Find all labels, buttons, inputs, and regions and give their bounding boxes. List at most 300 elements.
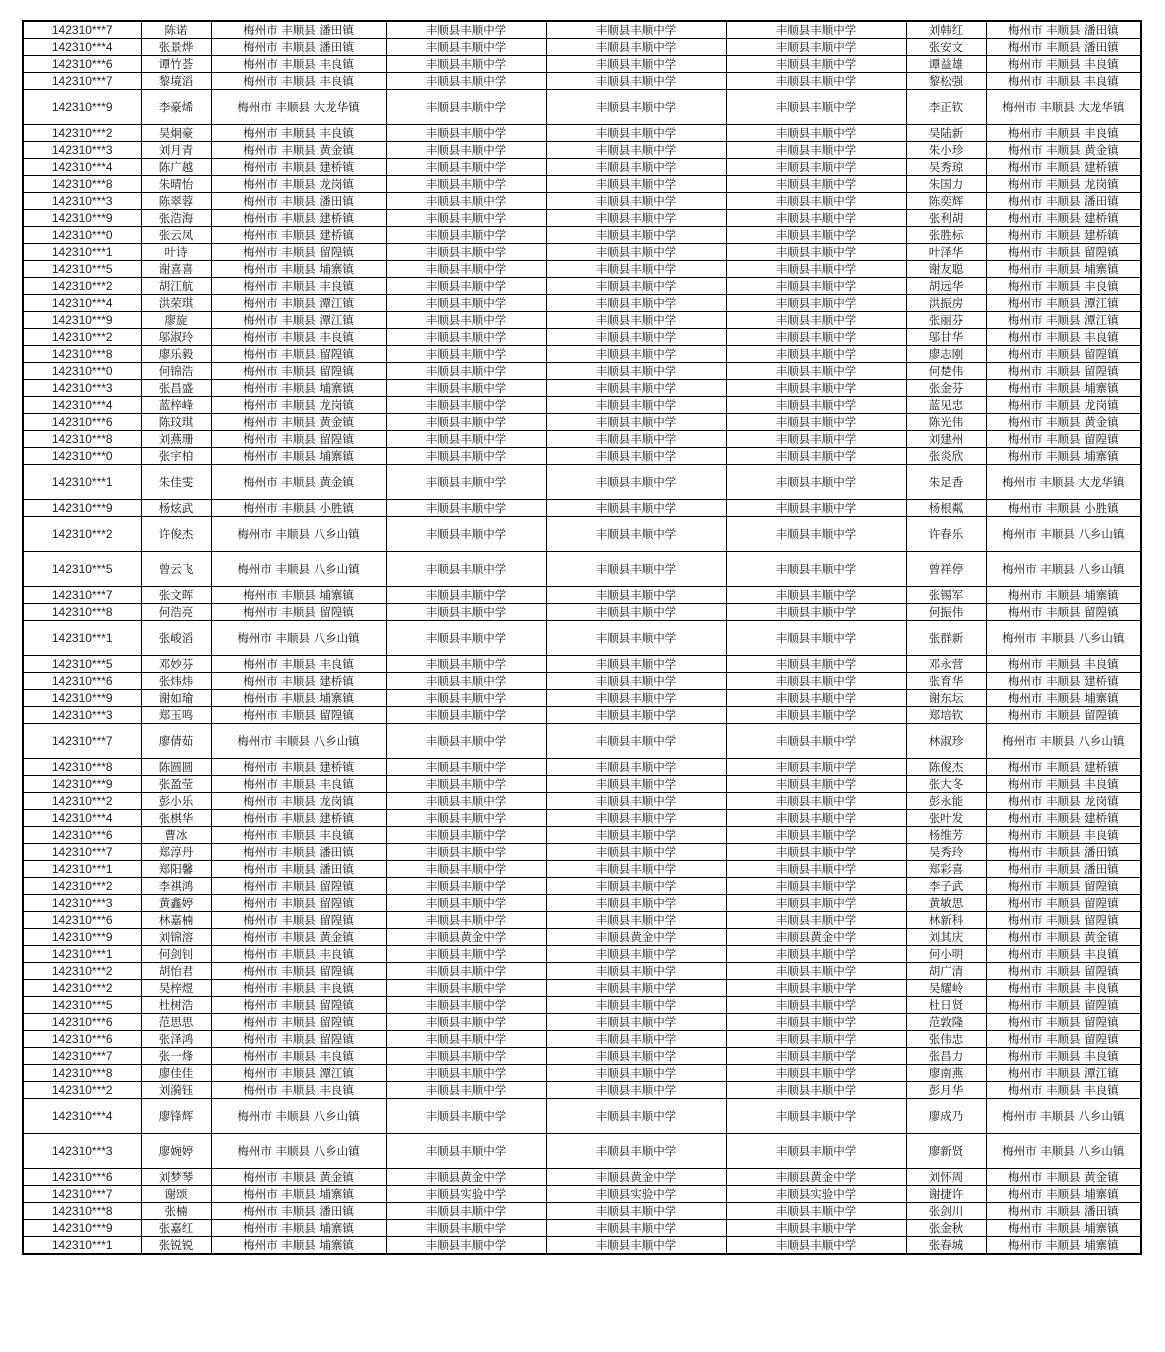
guardian-address-cell: 梅州市 丰顺县 潭江镇 [986,312,1141,329]
guardian-address-cell: 梅州市 丰顺县 丰良镇 [986,827,1141,844]
guardian-name-cell: 谭益雄 [906,56,986,73]
table-row [23,21,1141,39]
student-name-cell: 廖佳佳 [141,1065,211,1082]
student-name-cell: 张嘉红 [141,1220,211,1237]
student-id-cell: 142310***5 [23,261,141,278]
table-row [23,861,1141,878]
student-name-cell: 张云凤 [141,227,211,244]
table-row [23,690,1141,707]
table-row [23,1048,1141,1065]
guardian-name-cell: 陈俊杰 [906,759,986,776]
guardian-address-cell: 梅州市 丰顺县 留隍镇 [986,431,1141,448]
student-name-cell: 谢颂 [141,1186,211,1203]
student-address-cell: 梅州市 丰顺县 潘田镇 [211,39,386,56]
school-choice-2-cell: 丰顺县丰顺中学 [546,844,726,861]
school-choice-2-cell: 丰顺县丰顺中学 [546,759,726,776]
student-address-cell: 梅州市 丰顺县 潘田镇 [211,844,386,861]
student-name-cell: 张宇柏 [141,448,211,465]
school-choice-2-cell: 丰顺县丰顺中学 [546,517,726,552]
table-row [23,193,1141,210]
guardian-address-cell: 梅州市 丰顺县 建桥镇 [986,673,1141,690]
student-address-cell: 梅州市 丰顺县 八乡山镇 [211,1099,386,1134]
school-choice-3-cell: 丰顺县丰顺中学 [726,261,906,278]
school-choice-2-cell: 丰顺县丰顺中学 [546,90,726,125]
school-choice-1-cell: 丰顺县丰顺中学 [386,261,546,278]
guardian-name-cell: 吴耀岭 [906,980,986,997]
student-address-cell: 梅州市 丰顺县 埔寨镇 [211,690,386,707]
student-name-cell: 张锐锐 [141,1237,211,1255]
student-address-cell: 梅州市 丰顺县 黄金镇 [211,929,386,946]
student-address-cell: 梅州市 丰顺县 埔寨镇 [211,448,386,465]
student-name-cell: 郑淳丹 [141,844,211,861]
student-id-cell: 142310***6 [23,1014,141,1031]
guardian-address-cell: 梅州市 丰顺县 八乡山镇 [986,552,1141,587]
student-name-cell: 刘梦琴 [141,1169,211,1186]
school-choice-3-cell: 丰顺县丰顺中学 [726,895,906,912]
student-name-cell: 刘锦溶 [141,929,211,946]
guardian-name-cell: 张炎欣 [906,448,986,465]
guardian-name-cell: 许春乐 [906,517,986,552]
school-choice-3-cell: 丰顺县丰顺中学 [726,587,906,604]
school-choice-1-cell: 丰顺县丰顺中学 [386,397,546,414]
guardian-name-cell: 彭月华 [906,1082,986,1099]
student-name-cell: 张一烽 [141,1048,211,1065]
school-choice-2-cell: 丰顺县丰顺中学 [546,414,726,431]
school-choice-3-cell: 丰顺县丰顺中学 [726,1031,906,1048]
student-name-cell: 杨炫武 [141,500,211,517]
student-id-cell: 142310***1 [23,861,141,878]
school-choice-1-cell: 丰顺县丰顺中学 [386,500,546,517]
student-address-cell: 梅州市 丰顺县 留隍镇 [211,895,386,912]
school-choice-1-cell: 丰顺县丰顺中学 [386,346,546,363]
student-name-cell: 李豪烯 [141,90,211,125]
guardian-address-cell: 梅州市 丰顺县 建桥镇 [986,810,1141,827]
student-id-cell: 142310***8 [23,431,141,448]
school-choice-3-cell: 丰顺县丰顺中学 [726,244,906,261]
school-choice-3-cell: 丰顺县丰顺中学 [726,142,906,159]
school-choice-1-cell: 丰顺县丰顺中学 [386,980,546,997]
school-choice-1-cell: 丰顺县丰顺中学 [386,912,546,929]
school-choice-1-cell: 丰顺县丰顺中学 [386,1082,546,1099]
school-choice-1-cell: 丰顺县丰顺中学 [386,861,546,878]
guardian-address-cell: 梅州市 丰顺县 龙岗镇 [986,793,1141,810]
school-choice-1-cell: 丰顺县丰顺中学 [386,73,546,90]
school-choice-1-cell: 丰顺县丰顺中学 [386,278,546,295]
school-choice-1-cell: 丰顺县丰顺中学 [386,810,546,827]
school-choice-1-cell: 丰顺县丰顺中学 [386,707,546,724]
school-choice-2-cell: 丰顺县丰顺中学 [546,39,726,56]
student-id-cell: 142310***4 [23,159,141,176]
school-choice-2-cell: 丰顺县丰顺中学 [546,1203,726,1220]
student-address-cell: 梅州市 丰顺县 留隍镇 [211,244,386,261]
table-row [23,39,1141,56]
student-address-cell: 梅州市 丰顺县 大龙华镇 [211,90,386,125]
school-choice-1-cell: 丰顺县丰顺中学 [386,159,546,176]
school-choice-2-cell: 丰顺县丰顺中学 [546,142,726,159]
student-id-cell: 142310***4 [23,39,141,56]
student-address-cell: 梅州市 丰顺县 丰良镇 [211,1082,386,1099]
guardian-name-cell: 李正钦 [906,90,986,125]
student-address-cell: 梅州市 丰顺县 丰良镇 [211,56,386,73]
guardian-address-cell: 梅州市 丰顺县 建桥镇 [986,210,1141,227]
student-name-cell: 朱佳雯 [141,465,211,500]
guardian-name-cell: 胡广清 [906,963,986,980]
school-choice-1-cell: 丰顺县实验中学 [386,1186,546,1203]
guardian-address-cell: 梅州市 丰顺县 八乡山镇 [986,1099,1141,1134]
student-id-cell: 142310***3 [23,1134,141,1169]
school-choice-2-cell: 丰顺县丰顺中学 [546,690,726,707]
table-row [23,929,1141,946]
guardian-address-cell: 梅州市 丰顺县 留隍镇 [986,363,1141,380]
student-name-cell: 张楠 [141,1203,211,1220]
table-row [23,793,1141,810]
school-choice-2-cell: 丰顺县丰顺中学 [546,656,726,673]
guardian-name-cell: 朱小珍 [906,142,986,159]
school-choice-1-cell: 丰顺县丰顺中学 [386,380,546,397]
guardian-name-cell: 邓永营 [906,656,986,673]
student-name-cell: 刘漪钰 [141,1082,211,1099]
school-choice-1-cell: 丰顺县丰顺中学 [386,244,546,261]
table-row [23,844,1141,861]
school-choice-3-cell: 丰顺县丰顺中学 [726,1203,906,1220]
guardian-name-cell: 朱国力 [906,176,986,193]
guardian-name-cell: 廖新贤 [906,1134,986,1169]
school-choice-3-cell: 丰顺县丰顺中学 [726,363,906,380]
school-choice-2-cell: 丰顺县丰顺中学 [546,159,726,176]
student-id-cell: 142310***2 [23,278,141,295]
table-row [23,56,1141,73]
student-id-cell: 142310***5 [23,997,141,1014]
student-address-cell: 梅州市 丰顺县 留隍镇 [211,1031,386,1048]
student-id-cell: 142310***9 [23,312,141,329]
guardian-name-cell: 彭永能 [906,793,986,810]
guardian-address-cell: 梅州市 丰顺县 丰良镇 [986,656,1141,673]
student-id-cell: 142310***1 [23,244,141,261]
guardian-address-cell: 梅州市 丰顺县 留隍镇 [986,1014,1141,1031]
student-address-cell: 梅州市 丰顺县 埔寨镇 [211,1237,386,1255]
student-id-cell: 142310***8 [23,1203,141,1220]
student-address-cell: 梅州市 丰顺县 龙岗镇 [211,397,386,414]
guardian-address-cell: 梅州市 丰顺县 建桥镇 [986,759,1141,776]
guardian-name-cell: 刘其庆 [906,929,986,946]
school-choice-2-cell: 丰顺县丰顺中学 [546,125,726,142]
student-name-cell: 张炜炜 [141,673,211,690]
school-choice-1-cell: 丰顺县丰顺中学 [386,997,546,1014]
student-id-cell: 142310***2 [23,125,141,142]
student-address-cell: 梅州市 丰顺县 埔寨镇 [211,380,386,397]
table-row [23,176,1141,193]
guardian-name-cell: 洪振房 [906,295,986,312]
student-address-cell: 梅州市 丰顺县 潘田镇 [211,193,386,210]
student-id-cell: 142310***2 [23,963,141,980]
school-choice-1-cell: 丰顺县黄金中学 [386,929,546,946]
school-choice-2-cell: 丰顺县丰顺中学 [546,329,726,346]
student-name-cell: 陈翠蓉 [141,193,211,210]
school-choice-2-cell: 丰顺县丰顺中学 [546,946,726,963]
student-name-cell: 廖倩茹 [141,724,211,759]
guardian-address-cell: 梅州市 丰顺县 埔寨镇 [986,690,1141,707]
student-address-cell: 梅州市 丰顺县 潭江镇 [211,312,386,329]
school-choice-2-cell: 丰顺县丰顺中学 [546,346,726,363]
school-choice-3-cell: 丰顺县实验中学 [726,1186,906,1203]
student-address-cell: 梅州市 丰顺县 丰良镇 [211,946,386,963]
guardian-name-cell: 廖志刚 [906,346,986,363]
school-choice-2-cell: 丰顺县黄金中学 [546,929,726,946]
table-row [23,244,1141,261]
school-choice-1-cell: 丰顺县丰顺中学 [386,552,546,587]
school-choice-3-cell: 丰顺县丰顺中学 [726,278,906,295]
student-name-cell: 谢喜喜 [141,261,211,278]
table-row [23,912,1141,929]
school-choice-3-cell: 丰顺县丰顺中学 [726,980,906,997]
school-choice-2-cell: 丰顺县丰顺中学 [546,73,726,90]
guardian-address-cell: 梅州市 丰顺县 潘田镇 [986,1203,1141,1220]
student-address-cell: 梅州市 丰顺县 留隍镇 [211,997,386,1014]
guardian-address-cell: 梅州市 丰顺县 黄金镇 [986,414,1141,431]
school-choice-1-cell: 丰顺县丰顺中学 [386,878,546,895]
student-address-cell: 梅州市 丰顺县 龙岗镇 [211,793,386,810]
school-choice-3-cell: 丰顺县丰顺中学 [726,844,906,861]
guardian-address-cell: 梅州市 丰顺县 留隍镇 [986,707,1141,724]
table-row [23,278,1141,295]
student-name-cell: 何浩亮 [141,604,211,621]
school-choice-2-cell: 丰顺县丰顺中学 [546,56,726,73]
table-row [23,673,1141,690]
student-address-cell: 梅州市 丰顺县 留隍镇 [211,604,386,621]
student-name-cell: 陈玟琪 [141,414,211,431]
student-id-cell: 142310***6 [23,414,141,431]
school-choice-2-cell: 丰顺县丰顺中学 [546,500,726,517]
guardian-name-cell: 蓝见忠 [906,397,986,414]
school-choice-1-cell: 丰顺县丰顺中学 [386,895,546,912]
table-row [23,363,1141,380]
school-choice-2-cell: 丰顺县丰顺中学 [546,312,726,329]
guardian-address-cell: 梅州市 丰顺县 留隍镇 [986,963,1141,980]
guardian-address-cell: 梅州市 丰顺县 丰良镇 [986,776,1141,793]
guardian-name-cell: 廖南燕 [906,1065,986,1082]
school-choice-1-cell: 丰顺县丰顺中学 [386,656,546,673]
school-choice-3-cell: 丰顺县丰顺中学 [726,414,906,431]
school-choice-2-cell: 丰顺县丰顺中学 [546,1048,726,1065]
guardian-address-cell: 梅州市 丰顺县 埔寨镇 [986,587,1141,604]
school-choice-3-cell: 丰顺县丰顺中学 [726,397,906,414]
table-row [23,448,1141,465]
student-name-cell: 郑阳馨 [141,861,211,878]
guardian-address-cell: 梅州市 丰顺县 大龙华镇 [986,90,1141,125]
student-name-cell: 吴炯豪 [141,125,211,142]
student-address-cell: 梅州市 丰顺县 小胜镇 [211,500,386,517]
student-id-cell: 142310***6 [23,673,141,690]
table-row [23,656,1141,673]
school-choice-2-cell: 丰顺县丰顺中学 [546,912,726,929]
school-choice-3-cell: 丰顺县丰顺中学 [726,21,906,39]
guardian-name-cell: 张春城 [906,1237,986,1255]
guardian-name-cell: 胡远华 [906,278,986,295]
table-row [23,346,1141,363]
table-row [23,810,1141,827]
student-id-cell: 142310***9 [23,210,141,227]
guardian-address-cell: 梅州市 丰顺县 埔寨镇 [986,261,1141,278]
school-choice-2-cell: 丰顺县丰顺中学 [546,1237,726,1255]
school-choice-3-cell: 丰顺县丰顺中学 [726,448,906,465]
school-choice-3-cell: 丰顺县丰顺中学 [726,193,906,210]
student-name-cell: 曾云飞 [141,552,211,587]
student-name-cell: 廖婉婷 [141,1134,211,1169]
student-id-cell: 142310***9 [23,90,141,125]
school-choice-1-cell: 丰顺县丰顺中学 [386,1099,546,1134]
student-address-cell: 梅州市 丰顺县 留隍镇 [211,963,386,980]
school-choice-1-cell: 丰顺县丰顺中学 [386,673,546,690]
school-choice-3-cell: 丰顺县丰顺中学 [726,878,906,895]
table-row [23,776,1141,793]
student-address-cell: 梅州市 丰顺县 埔寨镇 [211,1186,386,1203]
guardian-name-cell: 张利胡 [906,210,986,227]
student-address-cell: 梅州市 丰顺县 丰良镇 [211,329,386,346]
student-address-cell: 梅州市 丰顺县 留隍镇 [211,912,386,929]
school-choice-3-cell: 丰顺县丰顺中学 [726,73,906,90]
student-id-cell: 142310***3 [23,380,141,397]
table-row [23,397,1141,414]
guardian-address-cell: 梅州市 丰顺县 八乡山镇 [986,621,1141,656]
student-address-cell: 梅州市 丰顺县 埔寨镇 [211,261,386,278]
student-id-cell: 142310***8 [23,1065,141,1082]
student-name-cell: 谭竹荟 [141,56,211,73]
student-address-cell: 梅州市 丰顺县 丰良镇 [211,1048,386,1065]
school-choice-2-cell: 丰顺县丰顺中学 [546,861,726,878]
school-choice-3-cell: 丰顺县丰顺中学 [726,621,906,656]
table-row [23,1134,1141,1169]
table-row [23,827,1141,844]
student-id-cell: 142310***7 [23,844,141,861]
student-id-cell: 142310***9 [23,929,141,946]
student-name-cell: 叶诗 [141,244,211,261]
table-row [23,980,1141,997]
guardian-name-cell: 郑培钦 [906,707,986,724]
table-row [23,604,1141,621]
school-choice-1-cell: 丰顺县丰顺中学 [386,963,546,980]
guardian-name-cell: 廖成乃 [906,1099,986,1134]
guardian-address-cell: 梅州市 丰顺县 留隍镇 [986,244,1141,261]
student-address-cell: 梅州市 丰顺县 丰良镇 [211,776,386,793]
student-id-cell: 142310***0 [23,227,141,244]
student-name-cell: 陈广越 [141,159,211,176]
table-row [23,329,1141,346]
guardian-name-cell: 张伟忠 [906,1031,986,1048]
school-choice-1-cell: 丰顺县丰顺中学 [386,125,546,142]
student-address-cell: 梅州市 丰顺县 建桥镇 [211,227,386,244]
student-id-cell: 142310***1 [23,946,141,963]
school-choice-3-cell: 丰顺县丰顺中学 [726,673,906,690]
school-choice-2-cell: 丰顺县丰顺中学 [546,1065,726,1082]
school-choice-3-cell: 丰顺县丰顺中学 [726,912,906,929]
school-choice-3-cell: 丰顺县丰顺中学 [726,1082,906,1099]
student-name-cell: 朱晴怡 [141,176,211,193]
school-choice-1-cell: 丰顺县丰顺中学 [386,329,546,346]
guardian-name-cell: 何振伟 [906,604,986,621]
school-choice-3-cell: 丰顺县丰顺中学 [726,295,906,312]
student-id-cell: 142310***8 [23,346,141,363]
student-id-cell: 142310***9 [23,500,141,517]
student-name-cell: 杜树浩 [141,997,211,1014]
school-choice-2-cell: 丰顺县丰顺中学 [546,244,726,261]
school-choice-2-cell: 丰顺县丰顺中学 [546,552,726,587]
school-choice-2-cell: 丰顺县丰顺中学 [546,587,726,604]
table-row [23,552,1141,587]
guardian-name-cell: 谢东坛 [906,690,986,707]
guardian-name-cell: 吴陆新 [906,125,986,142]
school-choice-3-cell: 丰顺县丰顺中学 [726,380,906,397]
school-choice-3-cell: 丰顺县黄金中学 [726,929,906,946]
school-choice-2-cell: 丰顺县丰顺中学 [546,176,726,193]
student-name-cell: 彭小乐 [141,793,211,810]
guardian-name-cell: 曾祥停 [906,552,986,587]
student-name-cell: 张棋华 [141,810,211,827]
guardian-address-cell: 梅州市 丰顺县 建桥镇 [986,159,1141,176]
table-row [23,465,1141,500]
student-address-cell: 梅州市 丰顺县 潘田镇 [211,21,386,39]
student-address-cell: 梅州市 丰顺县 龙岗镇 [211,176,386,193]
school-choice-1-cell: 丰顺县丰顺中学 [386,1203,546,1220]
table-row [23,724,1141,759]
guardian-address-cell: 梅州市 丰顺县 留隍镇 [986,997,1141,1014]
guardian-address-cell: 梅州市 丰顺县 建桥镇 [986,227,1141,244]
guardian-address-cell: 梅州市 丰顺县 黄金镇 [986,142,1141,159]
guardian-address-cell: 梅州市 丰顺县 八乡山镇 [986,724,1141,759]
student-id-cell: 142310***0 [23,448,141,465]
guardian-address-cell: 梅州市 丰顺县 留隍镇 [986,604,1141,621]
student-id-cell: 142310***1 [23,1237,141,1255]
table-row [23,380,1141,397]
student-address-cell: 梅州市 丰顺县 建桥镇 [211,759,386,776]
guardian-name-cell: 吴秀玲 [906,844,986,861]
student-id-cell: 142310***7 [23,1186,141,1203]
student-address-cell: 梅州市 丰顺县 留隍镇 [211,363,386,380]
guardian-address-cell: 梅州市 丰顺县 丰良镇 [986,73,1141,90]
student-id-cell: 142310***5 [23,552,141,587]
guardian-name-cell: 张大冬 [906,776,986,793]
school-choice-3-cell: 丰顺县丰顺中学 [726,997,906,1014]
student-id-cell: 142310***8 [23,604,141,621]
school-choice-2-cell: 丰顺县丰顺中学 [546,261,726,278]
student-address-cell: 梅州市 丰顺县 埔寨镇 [211,587,386,604]
school-choice-3-cell: 丰顺县丰顺中学 [726,329,906,346]
student-name-cell: 蓝梓峰 [141,397,211,414]
school-choice-3-cell: 丰顺县黄金中学 [726,1169,906,1186]
guardian-name-cell: 刘建州 [906,431,986,448]
school-choice-1-cell: 丰顺县丰顺中学 [386,1065,546,1082]
student-address-cell: 梅州市 丰顺县 八乡山镇 [211,517,386,552]
school-choice-1-cell: 丰顺县丰顺中学 [386,295,546,312]
guardian-name-cell: 吴秀琼 [906,159,986,176]
student-id-cell: 142310***3 [23,142,141,159]
school-choice-3-cell: 丰顺县丰顺中学 [726,431,906,448]
table-row [23,895,1141,912]
guardian-name-cell: 陈奕辉 [906,193,986,210]
school-choice-1-cell: 丰顺县丰顺中学 [386,724,546,759]
table-row [23,707,1141,724]
student-id-cell: 142310***3 [23,895,141,912]
student-id-cell: 142310***1 [23,621,141,656]
table-row [23,1014,1141,1031]
guardian-address-cell: 梅州市 丰顺县 潭江镇 [986,1065,1141,1082]
student-id-cell: 142310***2 [23,878,141,895]
school-choice-3-cell: 丰顺县丰顺中学 [726,465,906,500]
school-choice-2-cell: 丰顺县丰顺中学 [546,1031,726,1048]
table-row [23,431,1141,448]
guardian-name-cell: 张群新 [906,621,986,656]
student-id-cell: 142310***2 [23,1082,141,1099]
school-choice-3-cell: 丰顺县丰顺中学 [726,552,906,587]
